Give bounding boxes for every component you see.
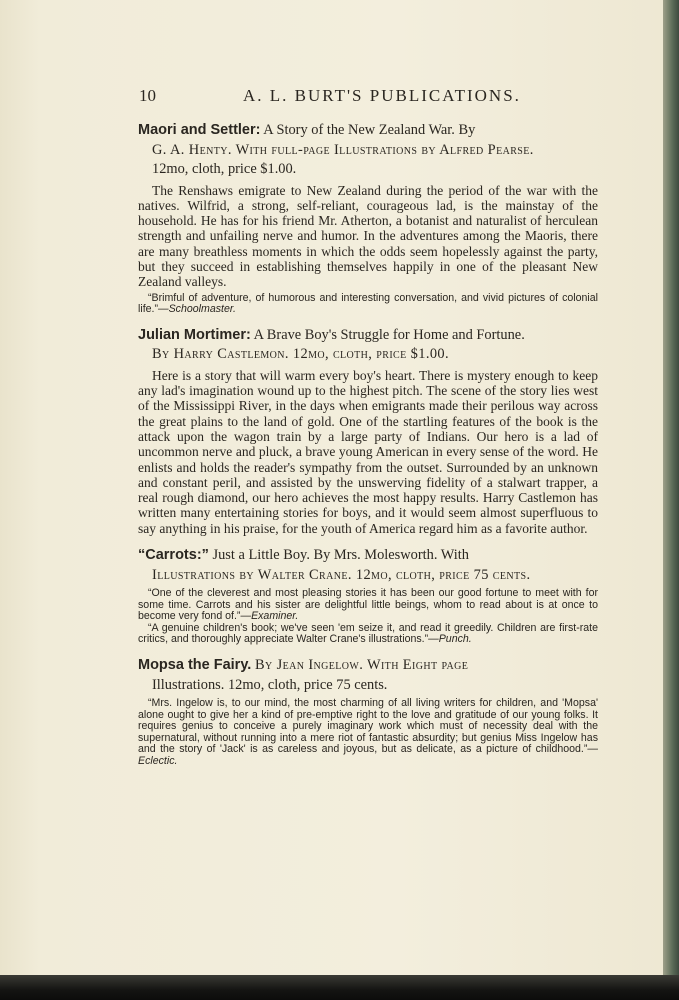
quote-source: —Eclectic. xyxy=(138,743,598,767)
quote-text: “Mrs. Ingelow is, to our mind, the most charming of all living writers for children, and 'Mopsa' alone ought to give her a kind of pre-emptive right to the love and gratitude of our young folks. It requires genius to conceive a purely imaginary work which must of necessity deal with the supernatural, without running into a mere riot of fantastic absurdity; but genius Miss Ingelow has and the story of 'Jack' is as careless and joyous, but as delicate, as a picture of childhood.” xyxy=(138,697,598,756)
entry-subtitle: Just a Little Boy. By Mrs. Molesworth. With xyxy=(212,547,469,564)
review-quote xyxy=(138,623,598,646)
quote-text: “Brimful of adventure, of humorous and interesting conversation, and vivid pictures of colonial life.” xyxy=(138,291,598,316)
entry-subtitle: By Jean Ingelow. With Eight page xyxy=(254,657,469,673)
page-header xyxy=(139,86,597,110)
review-quote xyxy=(138,293,598,316)
catalog-entry-carrots xyxy=(138,546,598,646)
running-title: A. L. BURT'S PUBLICATIONS. xyxy=(243,86,521,105)
quote-source: —Schoolmaster. xyxy=(158,303,236,316)
catalog-entry-julian-mortimer xyxy=(138,326,598,536)
entry-heading xyxy=(138,656,598,695)
book-cover-edge xyxy=(663,0,679,975)
review-quote xyxy=(138,588,598,623)
quote-source: —Punch. xyxy=(428,633,472,646)
entry-title: Mopsa the Fairy. xyxy=(138,657,252,673)
entry-description: The Renshaws emigrate to New Zealand during the period of the war with the natives. Wilfrid, a strong, self-reliant, courageous lad, is the mainstay of the household. He has for his friend Mr. Atherton, a botanist and naturalist of herculean strength and unfailing nerve and humor. In the adventures among the Maoris, there are many breathless moments in which the odds seem hopelessly against the party, but they succeed in establishing themselves happily in one of the pleasant New Zealand valleys. xyxy=(138,182,598,290)
quote-source: —Examiner. xyxy=(240,610,299,623)
entry-price: 12mo, cloth, price $1.00. xyxy=(152,161,297,177)
entry-heading xyxy=(138,546,598,585)
entry-byline: By Harry Castlemon. 12mo, cloth, price $1.00. xyxy=(152,346,450,363)
catalog-entry-maori-and-settler xyxy=(138,121,598,316)
entry-title: “Carrots:” xyxy=(138,547,209,564)
entry-subtitle: A Brave Boy's Struggle for Home and Fortune. xyxy=(253,326,525,343)
quote-text: “A genuine children's book; we've seen 'em seize it, and read it greedily. Children are first-rate critics, and thoroughly appreciate Walter Crane's illustrations.” xyxy=(138,621,598,646)
entry-title: Maori and Settler: xyxy=(138,122,261,138)
review-quote xyxy=(138,698,598,768)
entry-heading xyxy=(138,121,598,180)
entry-description: Here is a story that will warm every boy's heart. There is mystery enough to keep any lad's imagination wound up to the highest pitch. The scene of the story lies west of the Mississippi River, in the days when emigrants made their perilous way across the great plains to the land of gold. One of the startling features of the book is the attack upon the wagon train by a large party of Indians. Our hero is a lad of uncommon nerve and pluck, a brave young American in every sense of the word. He enlists and holds the reader's sympathy from the outset. Surrounded by an unknown and constant peril, and assisted by the unswerving fidelity of a stalwart trapper, a real rough diamond, our hero achieves the most happy results. Harry Castlemon has written many entertaining stories for boys, and it would seem almost superfluous to say anything in his praise, for the youth of America regard him as a favorite author. xyxy=(138,367,598,536)
page-number: 10 xyxy=(139,86,156,105)
entry-byline: Illustrations by Walter Crane. 12mo, cloth, price 75 cents. xyxy=(152,566,531,583)
entry-title: Julian Mortimer: xyxy=(138,326,251,343)
catalog-list xyxy=(138,121,598,778)
entry-byline: G. A. Henty. With full-page Illustrations by Alfred Pearse. xyxy=(152,141,534,158)
entry-price: Illustrations. 12mo, cloth, price 75 cents. xyxy=(152,676,388,693)
catalog-entry-mopsa-the-fairy xyxy=(138,656,598,768)
quote-text: “One of the cleverest and most pleasing stories it has been our good fortune to meet with for some time. Carrots and his sister are delightful little beings, whom to read about is at once to become very fond of.” xyxy=(138,587,598,623)
entry-subtitle: A Story of the New Zealand War. By xyxy=(263,122,476,138)
entry-heading xyxy=(138,326,598,365)
scan-shadow-bottom xyxy=(0,975,679,1000)
